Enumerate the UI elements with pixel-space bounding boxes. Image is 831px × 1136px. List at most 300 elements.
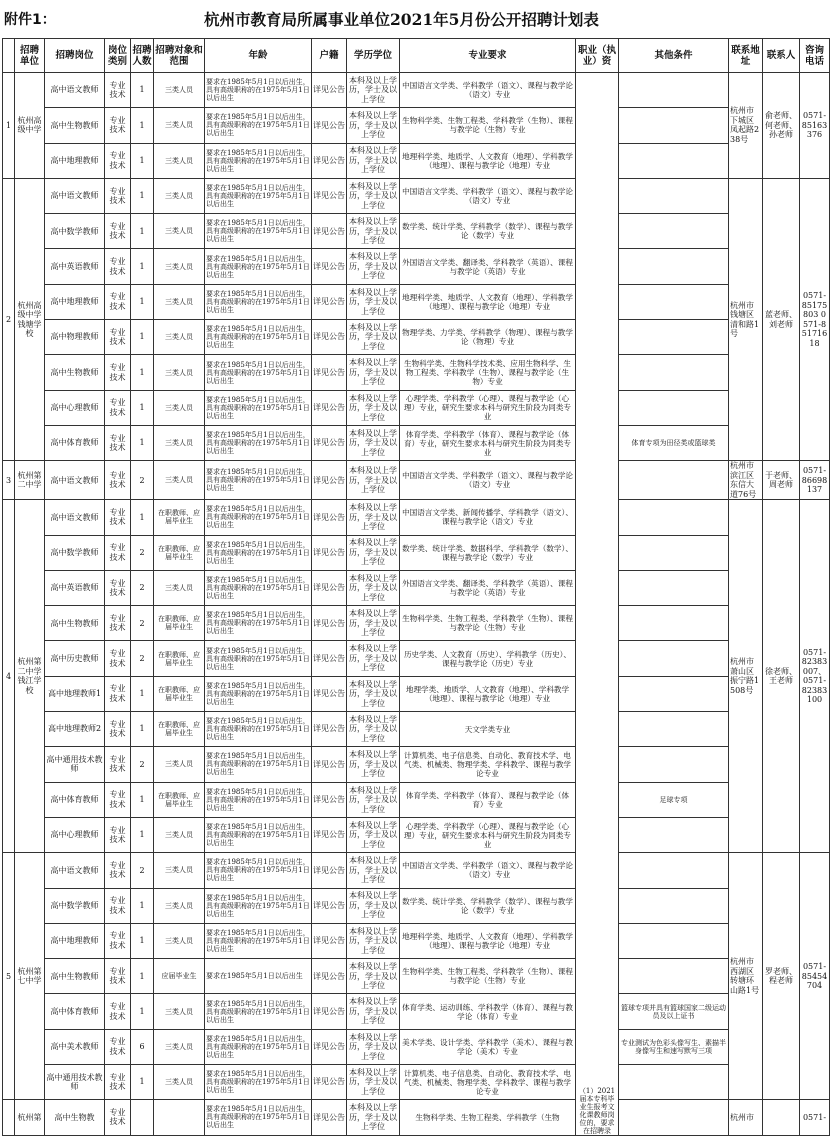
col-target: 招聘对象和范围	[154, 39, 205, 73]
hukou: 详见公告	[312, 425, 347, 460]
age-requirement: 要求在1985年5月1日以后出生，具有高级职称的在1975年5月1日以后出生	[205, 994, 312, 1029]
education: 本科及以上学历，学士及以上学位	[347, 959, 400, 994]
hukou: 详见公告	[312, 994, 347, 1029]
post-name: 高中历史教师	[45, 641, 105, 676]
other-conditions	[619, 747, 729, 782]
hukou: 详见公告	[312, 570, 347, 605]
col-contact: 联系人	[763, 39, 800, 73]
hukou: 详见公告	[312, 320, 347, 355]
post-category: 专业技术	[105, 284, 131, 319]
major-requirement: 中国语言文学类、学科教学（语文）、课程与教学论（语文）专业	[400, 73, 576, 108]
target-group: 三类人员	[154, 390, 205, 425]
target-group: 三类人员	[154, 425, 205, 460]
post-name: 高中生物教师	[45, 606, 105, 641]
table-row	[3, 817, 830, 852]
post-name: 高中生物教师	[45, 959, 105, 994]
unit-name: 杭州第二中学钱江学校	[15, 500, 45, 853]
other-conditions	[619, 676, 729, 711]
hukou: 详见公告	[312, 959, 347, 994]
contact-phone: 0571-85175803 0571-85171618	[800, 178, 830, 460]
age-requirement: 要求在1985年5月1日以后出生，具有高级职称的在1975年5月1日以后出生	[205, 1029, 312, 1064]
page-title: 杭州市教育局所属事业单位2021年5月份公开招聘计划表	[204, 10, 599, 29]
age-requirement: 要求在1985年5月1日以后出生，具有高级职称的在1975年5月1日以后出生	[205, 782, 312, 817]
table-row	[3, 143, 830, 178]
other-conditions	[619, 500, 729, 535]
target-group: 在职教师、应届毕业生	[154, 606, 205, 641]
row-number: 3	[3, 461, 15, 500]
table-row	[3, 355, 830, 390]
table-row	[3, 1029, 830, 1064]
table-row	[3, 320, 830, 355]
target-group: 在职教师、应届毕业生	[154, 782, 205, 817]
hukou: 详见公告	[312, 461, 347, 500]
hire-count: 1	[131, 923, 154, 958]
col-address: 联系地址	[729, 39, 763, 73]
hire-count: 1	[131, 73, 154, 108]
target-group: 在职教师、应届毕业生	[154, 676, 205, 711]
post-category: 专业技术	[105, 1029, 131, 1064]
table-body	[3, 73, 830, 1136]
major-requirement: 生物科学类、生物科学技术类、应用生物科学、生物工程类、学科教学（生物）、课程与教学论（生物）专业	[400, 355, 576, 390]
target-group: 三类人员	[154, 747, 205, 782]
table-row	[3, 570, 830, 605]
contact-address: 杭州市钱塘区清和路1号	[729, 178, 763, 460]
target-group: 三类人员	[154, 461, 205, 500]
education: 本科及以上学历，学士及以上学位	[347, 782, 400, 817]
education: 本科及以上学历，学士及以上学位	[347, 1100, 400, 1135]
age-requirement: 要求在1985年5月1日以后出生，具有高级职称的在1975年5月1日以后出生	[205, 425, 312, 460]
col-hukou: 户籍	[312, 39, 347, 73]
education: 本科及以上学历，学士及以上学位	[347, 500, 400, 535]
post-category: 专业技术	[105, 425, 131, 460]
post-category: 专业技术	[105, 888, 131, 923]
post-category: 专业技术	[105, 249, 131, 284]
table-row	[3, 888, 830, 923]
age-requirement: 要求在1985年5月1日以后出生，具有高级职称的在1975年5月1日以后出生	[205, 606, 312, 641]
post-category: 专业技术	[105, 606, 131, 641]
target-group: 三类人员	[154, 1029, 205, 1064]
hukou: 详见公告	[312, 1065, 347, 1100]
target-group: 在职教师、应届毕业生	[154, 712, 205, 747]
target-group: 三类人员	[154, 73, 205, 108]
education: 本科及以上学历，学士及以上学位	[347, 425, 400, 460]
age-requirement: 要求在1985年5月1日以后出生，具有高级职称的在1975年5月1日以后出生	[205, 143, 312, 178]
major-requirement: 中国语言文学类、学科教学（语文）、课程与教学论（语文）专业	[400, 853, 576, 888]
table-row	[3, 500, 830, 535]
table-row	[3, 1065, 830, 1100]
header-row	[3, 39, 830, 73]
education: 本科及以上学历，学士及以上学位	[347, 888, 400, 923]
education: 本科及以上学历，学士及以上学位	[347, 108, 400, 143]
post-name: 高中语文教师	[45, 500, 105, 535]
header-bar	[0, 0, 831, 38]
hukou: 详见公告	[312, 390, 347, 425]
other-conditions	[619, 108, 729, 143]
target-group: 三类人员	[154, 108, 205, 143]
contact-person	[763, 1100, 800, 1135]
col-no	[3, 39, 15, 73]
table-row	[3, 959, 830, 994]
major-requirement: 数学类、统计学类、数据科学、学科教学（数学）、课程与教学论（数学）专业	[400, 535, 576, 570]
major-requirement: 外国语言文学类、翻译类、学科教学（英语）、课程与教学论（英语）专业	[400, 249, 576, 284]
target-group: 三类人员	[154, 249, 205, 284]
major-requirement: 生物科学类、生物工程类、学科教学（生物	[400, 1100, 576, 1135]
other-conditions	[619, 853, 729, 888]
major-requirement: 数学类、统计学类、学科教学（数学）、课程与教学论（数学）专业	[400, 214, 576, 249]
post-category: 专业技术	[105, 320, 131, 355]
target-group: 三类人员	[154, 284, 205, 319]
major-requirement: 天文学类专业	[400, 712, 576, 747]
age-requirement: 要求在1985年5月1日以后出生，具有高级职称的在1975年5月1日以后出生	[205, 676, 312, 711]
education: 本科及以上学历，学士及以上学位	[347, 853, 400, 888]
hire-count: 1	[131, 888, 154, 923]
age-requirement: 要求在1985年5月1日以后出生，具有高级职称的在1975年5月1日以后出生	[205, 747, 312, 782]
post-name: 高中美术教师	[45, 1029, 105, 1064]
other-conditions: 体育专项为田径类或篮球类	[619, 425, 729, 460]
education: 本科及以上学历，学士及以上学位	[347, 570, 400, 605]
post-category: 专业技术	[105, 461, 131, 500]
other-conditions	[619, 249, 729, 284]
table-row	[3, 461, 830, 500]
education: 本科及以上学历，学士及以上学位	[347, 606, 400, 641]
post-category: 专业技术	[105, 1065, 131, 1100]
other-conditions	[619, 570, 729, 605]
target-group: 在职教师、应届毕业生	[154, 641, 205, 676]
hire-count: 1	[131, 959, 154, 994]
post-name: 高中地理教师	[45, 284, 105, 319]
major-requirement: 中国语言文学类、学科教学（语文）、课程与教学论（语文）专业	[400, 178, 576, 213]
education: 本科及以上学历，学士及以上学位	[347, 355, 400, 390]
table-row	[3, 178, 830, 213]
table-row	[3, 712, 830, 747]
hire-count: 2	[131, 747, 154, 782]
hukou: 详见公告	[312, 923, 347, 958]
other-conditions	[619, 1065, 729, 1100]
row-number	[3, 1100, 15, 1135]
major-requirement: 心理学类、学科教学（心理）、课程与教学论（心理）专业，研究生要求本科与研究生阶段为同类专业	[400, 390, 576, 425]
education: 本科及以上学历，学士及以上学位	[347, 712, 400, 747]
age-requirement: 要求在1985年5月1日以后出生	[205, 959, 312, 994]
contact-address: 杭州市	[729, 1100, 763, 1135]
hukou: 详见公告	[312, 108, 347, 143]
post-category: 专业技术	[105, 994, 131, 1029]
hire-count: 1	[131, 108, 154, 143]
hire-count: 1	[131, 817, 154, 852]
post-name: 高中生物教师	[45, 355, 105, 390]
education: 本科及以上学历，学士及以上学位	[347, 641, 400, 676]
education: 本科及以上学历，学士及以上学位	[347, 676, 400, 711]
age-requirement: 要求在1985年5月1日以后出生，具有高级职称的在1975年5月1日以后出生	[205, 853, 312, 888]
hukou: 详见公告	[312, 853, 347, 888]
hukou: 详见公告	[312, 1029, 347, 1064]
post-category: 专业技术	[105, 923, 131, 958]
age-requirement: 要求在1985年5月1日以后出生，具有高级职称的在1975年5月1日以后出生	[205, 355, 312, 390]
table-row	[3, 249, 830, 284]
education: 本科及以上学历，学士及以上学位	[347, 178, 400, 213]
target-group: 在职教师、应届毕业生	[154, 535, 205, 570]
post-name: 高中数学教师	[45, 535, 105, 570]
education: 本科及以上学历，学士及以上学位	[347, 994, 400, 1029]
post-category: 专业技术	[105, 959, 131, 994]
post-name: 高中地理教师2	[45, 712, 105, 747]
post-name: 高中通用技术教师	[45, 747, 105, 782]
hukou: 详见公告	[312, 747, 347, 782]
hukou: 详见公告	[312, 641, 347, 676]
other-conditions	[619, 1100, 729, 1135]
table-row	[3, 1100, 830, 1135]
target-group: 在职教师、应届毕业生	[154, 500, 205, 535]
row-number: 4	[3, 500, 15, 853]
unit-name: 杭州高级中学	[15, 73, 45, 179]
education: 本科及以上学历，学士及以上学位	[347, 1029, 400, 1064]
target-group: 三类人员	[154, 143, 205, 178]
target-group: 三类人员	[154, 570, 205, 605]
hire-count: 1	[131, 1065, 154, 1100]
contact-phone: 0571-85454704	[800, 853, 830, 1100]
table-row	[3, 676, 830, 711]
major-requirement: 地理科学类、地质学、人文教育（地理）、学科教学（地理）、课程与教学论（地理）专业	[400, 143, 576, 178]
post-category: 专业技术	[105, 355, 131, 390]
age-requirement: 要求在1985年5月1日以后出生，具有高级职称的在1975年5月1日以后出生	[205, 320, 312, 355]
contact-address: 杭州市滨江区东信大道76号	[729, 461, 763, 500]
major-requirement: 中国语言文学类、新闻传播学、学科教学（语文）、课程与教学论（语文）专业	[400, 500, 576, 535]
post-name: 高中语文教师	[45, 73, 105, 108]
education: 本科及以上学历，学士及以上学位	[347, 1065, 400, 1100]
age-requirement: 要求在1985年5月1日以后出生，具有高级职称的在1975年5月1日以后出生	[205, 1065, 312, 1100]
other-conditions	[619, 355, 729, 390]
age-requirement: 要求在1985年5月1日以后出生，具有高级职称的在1975年5月1日以后出生	[205, 73, 312, 108]
age-requirement: 要求在1985年5月1日以后出生，具有高级职称的在1975年5月1日以后出生	[205, 641, 312, 676]
hire-count: 1	[131, 676, 154, 711]
post-category: 专业技术	[105, 143, 131, 178]
hukou: 详见公告	[312, 214, 347, 249]
unit-name: 杭州第	[15, 1100, 45, 1135]
post-name: 高中数学教师	[45, 888, 105, 923]
post-category: 专业技术	[105, 535, 131, 570]
post-category: 专业技术	[105, 676, 131, 711]
table-row	[3, 425, 830, 460]
major-requirement: 生物科学类、生物工程类、学科教学（生物）、课程与教学论（生物）专业	[400, 606, 576, 641]
hire-count: 6	[131, 1029, 154, 1064]
table-row	[3, 108, 830, 143]
col-age: 年龄	[205, 39, 312, 73]
post-name: 高中语文教师	[45, 461, 105, 500]
age-requirement: 要求在1985年5月1日以后出生，具有高级职称的在1975年5月1日以后出生	[205, 923, 312, 958]
post-name: 高中体育教师	[45, 994, 105, 1029]
education: 本科及以上学历，学士及以上学位	[347, 390, 400, 425]
contact-person: 罗老师、程老师	[763, 853, 800, 1100]
age-requirement: 要求在1985年5月1日以后出生，具有高级职称的在1975年5月1日以后出生	[205, 390, 312, 425]
col-major: 专业要求	[400, 39, 576, 73]
education: 本科及以上学历，学士及以上学位	[347, 73, 400, 108]
hire-count: 2	[131, 853, 154, 888]
hukou: 详见公告	[312, 782, 347, 817]
recruitment-table	[2, 38, 830, 1136]
age-requirement: 要求在1985年5月1日以后出生，具有高级职称的在1975年5月1日以后出生	[205, 712, 312, 747]
hire-count	[131, 1100, 154, 1135]
post-name: 高中心理教师	[45, 390, 105, 425]
contact-phone: 0571-82383007、0571-82383100	[800, 500, 830, 853]
major-requirement: 物理学类、力学类、学科教学（物理）、课程与教学论（物理）专业	[400, 320, 576, 355]
major-requirement: 生物科学类、生物工程类、学科教学（生物）、课程与教学论（生物）专业	[400, 959, 576, 994]
target-group: 三类人员	[154, 355, 205, 390]
target-group	[154, 1100, 205, 1135]
contact-person: 蓝老师、刘老师	[763, 178, 800, 460]
col-category: 岗位类别	[105, 39, 131, 73]
unit-name: 杭州第七中学	[15, 853, 45, 1100]
education: 本科及以上学历，学士及以上学位	[347, 320, 400, 355]
age-requirement: 要求在1985年5月1日以后出生，具有高级职称的在1975年5月1日以后出生	[205, 888, 312, 923]
hire-count: 2	[131, 570, 154, 605]
hire-count: 1	[131, 994, 154, 1029]
hire-count: 1	[131, 500, 154, 535]
major-requirement: 心理学类、学科教学（心理）、课程与教学论（心理）专业，研究生要求本科与研究生阶段为同类专业	[400, 817, 576, 852]
major-requirement: 地理科学类、地质学、人文教育（地理）、学科教学（地理）、课程与教学论（地理）专业	[400, 284, 576, 319]
other-conditions	[619, 606, 729, 641]
contact-address: 杭州市下城区凤起路238号	[729, 73, 763, 179]
contact-person: 俞老师、何老师、孙老师	[763, 73, 800, 179]
major-requirement: 美术学类、设计学类、学科教学（美术）、课程与教学论（美术）专业	[400, 1029, 576, 1064]
row-number: 5	[3, 853, 15, 1100]
post-category: 专业技术	[105, 73, 131, 108]
post-name: 高中地理教师	[45, 923, 105, 958]
post-name: 高中数学教师	[45, 214, 105, 249]
col-education: 学历学位	[347, 39, 400, 73]
col-other: 其他条件	[619, 39, 729, 73]
hukou: 详见公告	[312, 888, 347, 923]
post-category: 专业技术	[105, 1100, 131, 1135]
target-group: 三类人员	[154, 320, 205, 355]
contact-person: 徐老师、王老师	[763, 500, 800, 853]
post-name: 高中物理教师	[45, 320, 105, 355]
unit-name: 杭州高级中学钱塘学校	[15, 178, 45, 460]
age-requirement: 要求在1985年5月1日以后出生，具有高级职称的在1975年5月1日以后出生	[205, 461, 312, 500]
post-name: 高中通用技术教师	[45, 1065, 105, 1100]
age-requirement: 要求在1985年5月1日以后出生，具有高级职称的在1975年5月1日以后出生	[205, 535, 312, 570]
hire-count: 1	[131, 249, 154, 284]
major-requirement: 地理科学类、地质学、人文教育（地理）、学科教学（地理）、课程与教学论（地理）专业	[400, 923, 576, 958]
education: 本科及以上学历，学士及以上学位	[347, 923, 400, 958]
row-number: 1	[3, 73, 15, 179]
other-conditions	[619, 178, 729, 213]
table-row	[3, 535, 830, 570]
table-row	[3, 606, 830, 641]
hukou: 详见公告	[312, 355, 347, 390]
other-conditions	[619, 214, 729, 249]
hukou: 详见公告	[312, 535, 347, 570]
education: 本科及以上学历，学士及以上学位	[347, 143, 400, 178]
post-name: 高中语文教师	[45, 853, 105, 888]
target-group: 三类人员	[154, 994, 205, 1029]
other-conditions	[619, 712, 729, 747]
post-category: 专业技术	[105, 747, 131, 782]
hukou: 详见公告	[312, 500, 347, 535]
target-group: 三类人员	[154, 214, 205, 249]
hire-count: 2	[131, 461, 154, 500]
post-name: 高中生物教	[45, 1100, 105, 1135]
education: 本科及以上学历，学士及以上学位	[347, 249, 400, 284]
hukou: 详见公告	[312, 178, 347, 213]
hukou: 详见公告	[312, 73, 347, 108]
major-requirement: 体育学类、运动训练、学科教学（体育）、课程与教学论（体育）专业	[400, 994, 576, 1029]
post-name: 高中生物教师	[45, 108, 105, 143]
other-conditions: 篮球专项并具有篮球国家二级运动员及以上证书	[619, 994, 729, 1029]
education: 本科及以上学历，学士及以上学位	[347, 214, 400, 249]
hire-count: 1	[131, 214, 154, 249]
major-requirement: 外国语言文学类、翻译类、学科教学（英语）、课程与教学论（英语）专业	[400, 570, 576, 605]
other-conditions	[619, 535, 729, 570]
major-requirement: 历史学类、人文教育（历史）、学科教学（历史）、课程与教学论（历史）专业	[400, 641, 576, 676]
other-conditions	[619, 320, 729, 355]
education: 本科及以上学历，学士及以上学位	[347, 817, 400, 852]
hukou: 详见公告	[312, 284, 347, 319]
hukou: 详见公告	[312, 1100, 347, 1135]
hukou: 详见公告	[312, 817, 347, 852]
education: 本科及以上学历，学士及以上学位	[347, 747, 400, 782]
hukou: 详见公告	[312, 676, 347, 711]
col-post: 招聘岗位	[45, 39, 105, 73]
contact-person: 于老师、周老师	[763, 461, 800, 500]
other-conditions	[619, 923, 729, 958]
contact-address: 杭州市西湖区转塘环山路1号	[729, 853, 763, 1100]
age-requirement: 要求在1985年5月1日以后出生，具有高级职称的在1975年5月1日以后出生	[205, 284, 312, 319]
hire-count: 1	[131, 355, 154, 390]
age-requirement: 要求在1985年5月1日以后出生，具有高级职称的在1975年5月1日以后出生	[205, 214, 312, 249]
post-name: 高中心理教师	[45, 817, 105, 852]
post-category: 专业技术	[105, 853, 131, 888]
post-category: 专业技术	[105, 817, 131, 852]
other-conditions	[619, 390, 729, 425]
hukou: 详见公告	[312, 712, 347, 747]
contact-phone: 0571-85163376	[800, 73, 830, 179]
post-category: 专业技术	[105, 641, 131, 676]
post-category: 专业技术	[105, 178, 131, 213]
post-name: 高中英语教师	[45, 570, 105, 605]
unit-name: 杭州第二中学	[15, 461, 45, 500]
major-requirement: 生物科学类、生物工程类、学科教学（生物）、课程与教学论（生物）专业	[400, 108, 576, 143]
target-group: 三类人员	[154, 923, 205, 958]
table-row	[3, 284, 830, 319]
major-requirement: 地理学类、地质学、人文教育（地理）、学科教学（地理）、课程与教学论（地理）专业	[400, 676, 576, 711]
age-requirement: 要求在1985年5月1日以后出生，具有高级职称的在1975年5月1日以后出生	[205, 108, 312, 143]
col-cert: 职业（执业）资	[576, 39, 619, 73]
row-number: 2	[3, 178, 15, 460]
hire-count: 1	[131, 712, 154, 747]
other-conditions	[619, 888, 729, 923]
table-row	[3, 747, 830, 782]
age-requirement: 要求在1985年5月1日以后出生，具有高级职称的在1975年5月1日以后出生	[205, 570, 312, 605]
hire-count: 1	[131, 178, 154, 213]
table-row	[3, 214, 830, 249]
age-requirement: 要求在1985年5月1日以后出生，具有高级职称的在1975年5月1日以后出生	[205, 1100, 312, 1135]
other-conditions	[619, 461, 729, 500]
target-group: 三类人员	[154, 178, 205, 213]
hire-count: 1	[131, 425, 154, 460]
major-requirement: 体育学类、学科教学（体育）、课程与教学论（体育）专业	[400, 782, 576, 817]
other-conditions	[619, 284, 729, 319]
post-name: 高中语文教师	[45, 178, 105, 213]
table-row	[3, 390, 830, 425]
post-name: 高中体育教师	[45, 425, 105, 460]
col-count: 招聘人数	[131, 39, 154, 73]
hire-count: 1	[131, 284, 154, 319]
cert-requirement: （1）2021届本专科毕业生报考文化课教师岗位的，要求在招聘录	[576, 73, 619, 1136]
table-row	[3, 641, 830, 676]
post-name: 高中地理教师1	[45, 676, 105, 711]
post-category: 专业技术	[105, 500, 131, 535]
hukou: 详见公告	[312, 606, 347, 641]
table-row	[3, 994, 830, 1029]
